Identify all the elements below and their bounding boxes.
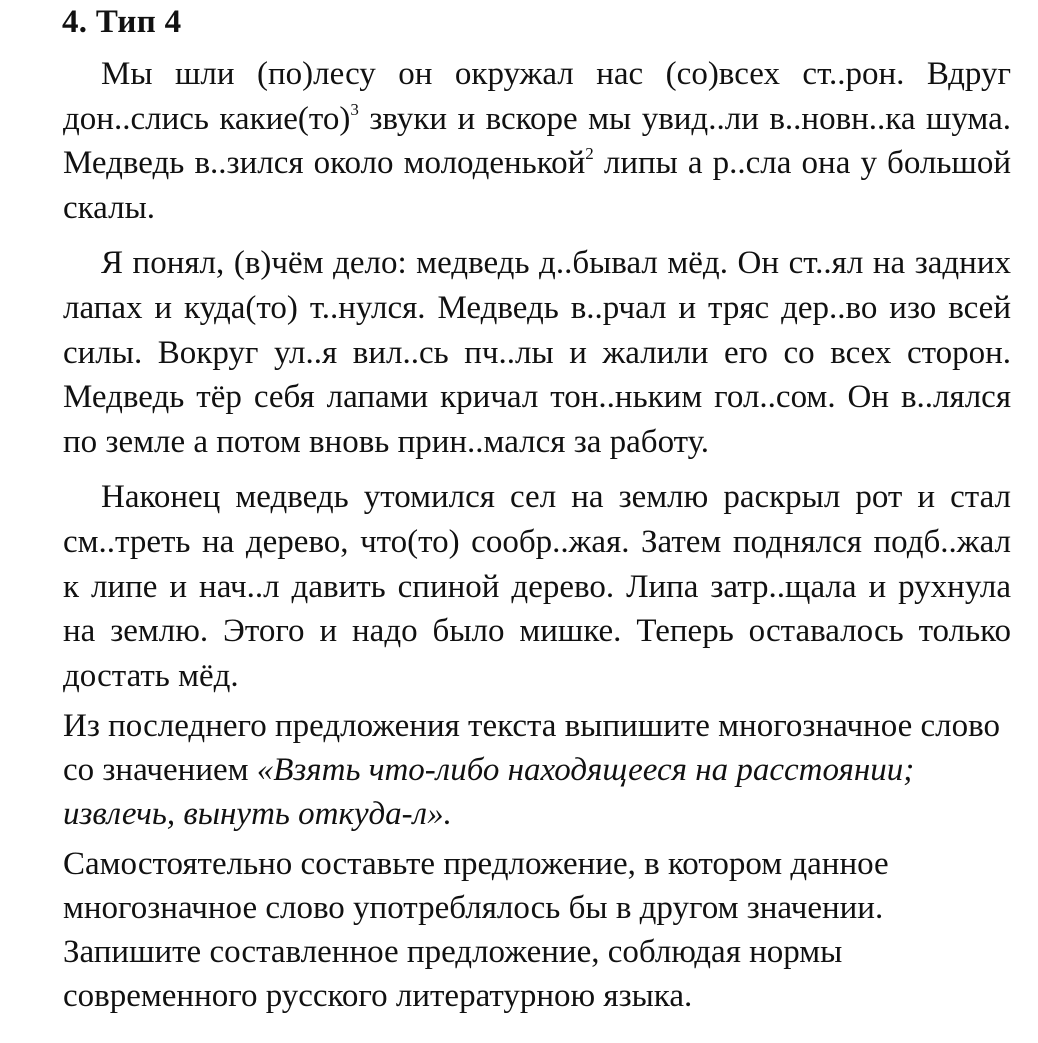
paragraph-1-part-b: звуки и вскоре мы увид..ли в..новн..ка шума. Медведь в..зился около молоденькой xyxy=(63,100,1011,182)
paragraph-1-part-c: липы а р..сла она у большой скалы. xyxy=(63,145,1011,226)
text-paragraph-2: Я понял, (в)чём дело: медведь д..бывал мёд. Он ст..ял на задних лапах и куда(то) т..нулся. Медведь в..рчал и тряс дер..во изо всей силы. Вокруг ул..я вил..сь пч..лы и жалили его со всех сторон. Медведь тёр себя лапами кричал тон..ньким гол..сом. Он в..лялся по земле а потом вновь прин..мался за работу. xyxy=(63,245,1011,460)
text-paragraph-3: Наконец медведь утомился сел на землю раскрыл рот и стал см..треть на дерево, что(то) сообр..жая. Затем поднялся подб..жал к липе и нач..л давить спиной дерево. Липа затр..щала и рухнула на землю. Этого и надо было мишке. Теперь оставалось только достать мёд. xyxy=(63,479,1011,694)
task-instruction-2: Самостоятельно составьте предложение, в котором данное многозначное слово употреблялось бы в другом значении. Запишите составленное предложение, соблюдая нормы современного русского литературною языка. xyxy=(63,846,889,1015)
paragraph-1-part-a: Мы шли (по)лесу он окружал нас (со)всех ст..рон. Вдруг дон..слись какие(то) xyxy=(63,56,1011,137)
task-instruction-1 xyxy=(63,704,1011,836)
task-heading: 4. Тип 4 xyxy=(62,4,182,40)
document-page xyxy=(63,0,1011,1018)
task-1-definition-quote: «Взять что-либо находящееся на расстоянии; извлечь, вынуть откуда-л». xyxy=(63,752,915,833)
task-1-text: Из последнего предложения текста выпишите многозначное слово со значением xyxy=(63,708,1000,789)
footnote-mark-3: 3 xyxy=(350,99,359,119)
footnote-mark-2: 2 xyxy=(585,144,594,164)
text-paragraph-1 xyxy=(63,52,1011,230)
